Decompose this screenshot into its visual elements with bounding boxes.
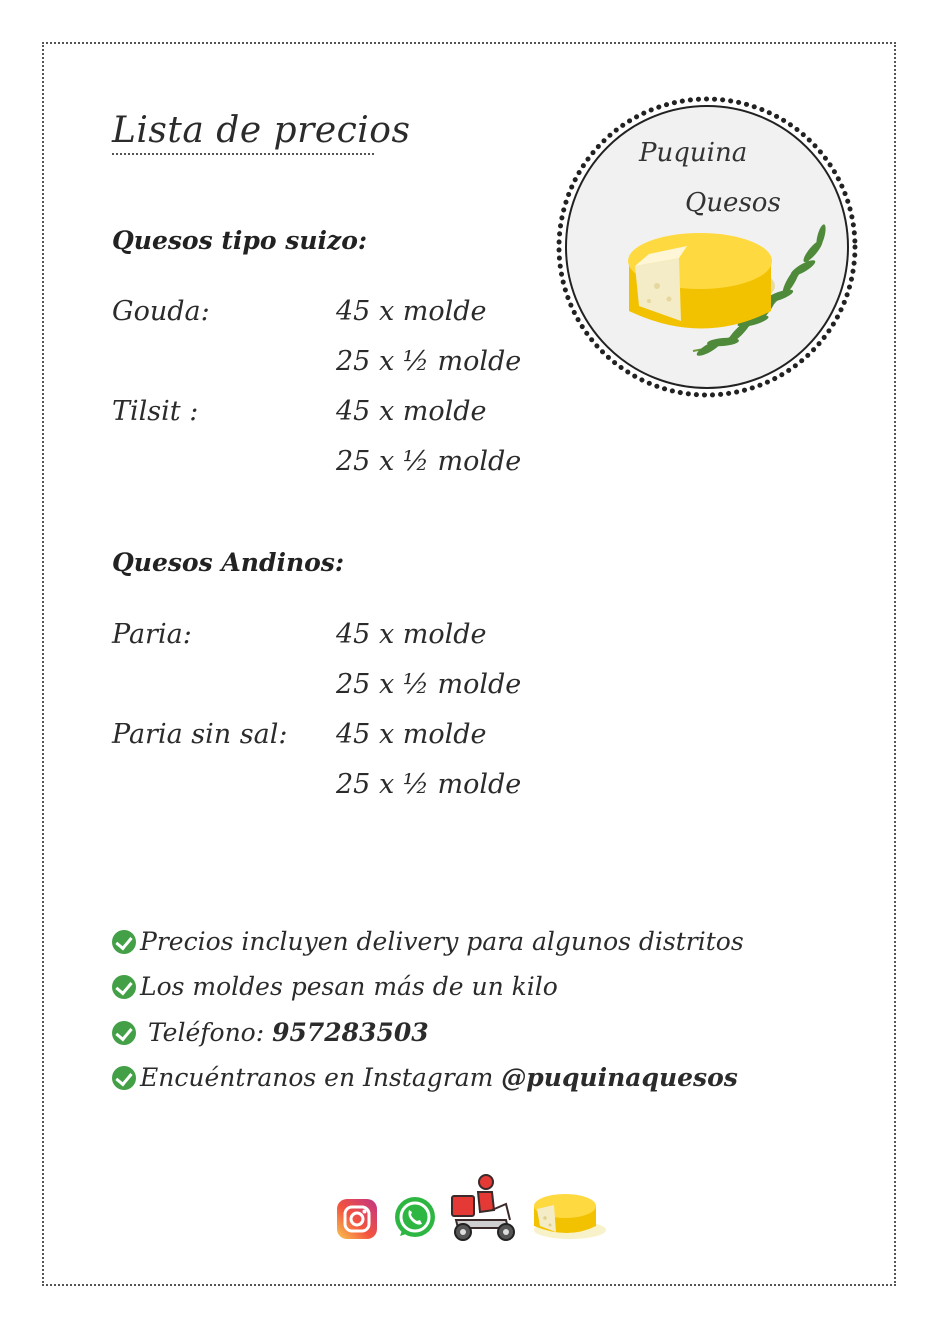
price-paria-full: 45 x molde xyxy=(336,619,487,650)
price-gouda-full: 45 x molde xyxy=(336,296,487,327)
item-name-paria: Paria: xyxy=(112,619,192,650)
price-paria-sin-sal-full: 45 x molde xyxy=(336,719,487,750)
note-delivery-text: Precios incluyen delivery para algunos distritos xyxy=(140,927,744,956)
phone-number[interactable]: 957283503 xyxy=(272,1018,429,1047)
footer-icons xyxy=(330,1172,620,1244)
check-circle-icon xyxy=(112,1066,136,1090)
note-weight xyxy=(112,972,558,1001)
section-title-andinos: Quesos Andinos: xyxy=(112,548,345,577)
section-title-suizo: Quesos tipo suizo: xyxy=(112,226,368,255)
phone-label: Teléfono: xyxy=(140,1018,273,1047)
note-weight-text: Los moldes pesan más de un kilo xyxy=(140,972,558,1001)
check-circle-icon xyxy=(112,1021,136,1045)
price-paria-half: 25 x ½ molde xyxy=(336,669,522,700)
note-delivery xyxy=(112,927,744,956)
note-phone xyxy=(112,1018,429,1047)
whatsapp-icon[interactable] xyxy=(392,1194,438,1240)
note-instagram xyxy=(112,1063,738,1092)
check-circle-icon xyxy=(112,975,136,999)
item-name-paria-sin-sal: Paria sin sal: xyxy=(112,719,288,750)
price-tilsit-half: 25 x ½ molde xyxy=(336,446,522,477)
cheese-icon xyxy=(530,1188,610,1242)
brand-name-line2: Quesos xyxy=(685,188,781,218)
price-gouda-half: 25 x ½ molde xyxy=(336,346,522,377)
check-circle-icon xyxy=(112,930,136,954)
instagram-label: Encuéntranos en Instagram xyxy=(140,1063,502,1092)
instagram-handle[interactable]: @puquinaquesos xyxy=(501,1063,738,1092)
price-tilsit-full: 45 x molde xyxy=(336,396,487,427)
brand-logo xyxy=(553,96,861,398)
cheese-wheel-icon xyxy=(628,233,775,329)
item-name-tilsit: Tilsit : xyxy=(112,396,199,427)
brand-name-line1: Puquina xyxy=(639,138,748,168)
page-title: Lista de precios xyxy=(112,110,411,151)
price-paria-sin-sal-half: 25 x ½ molde xyxy=(336,769,522,800)
title-underline xyxy=(112,153,374,155)
instagram-icon[interactable] xyxy=(336,1198,378,1240)
item-name-gouda: Gouda: xyxy=(112,296,210,327)
delivery-scooter-icon xyxy=(448,1174,520,1244)
